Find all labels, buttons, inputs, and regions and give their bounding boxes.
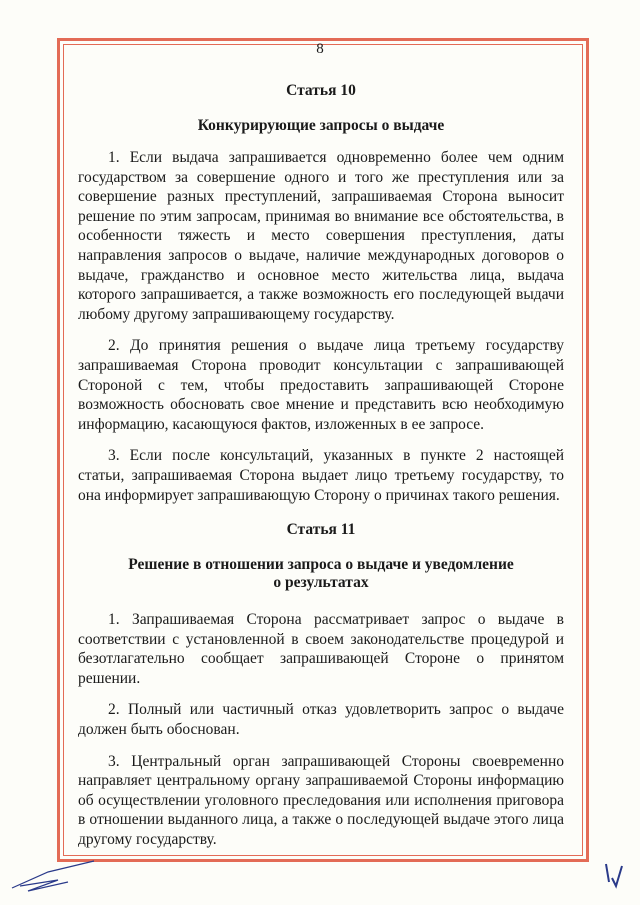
article-11-paragraph-3: 3. Центральный орган запрашивающей Стороны своевременно направляет центральному органу запрашиваемой Стороны информацию об осуществлении уголовного преследования или исполнения приговора в отношении выданного лица, а также о последующей выдаче этого лица другому государству. (78, 752, 564, 849)
article-11 (78, 521, 564, 850)
article-10-paragraph-1: 1. Если выдача запрашивается одновременно более чем одним государством за совершение одного и того же преступления или за совершение разных преступлений, запрашиваемая Сторона выносит решение по этим запросам, принимая во внимание все обстоятельства, в особенности тяжесть и место совершения преступления, даты направления запросов о выдаче, наличие международных договоров о выдаче, гражданство и основное место жительства лица, выдача которого запрашивается, а также возможность его последующей выдачи любому другому запрашивающему государству. (78, 149, 564, 323)
article-11-heading-line-1: Решение в отношении запроса о выдаче и уведомление (128, 556, 514, 574)
page-number: 8 (316, 41, 324, 57)
article-10-title: Статья 10 (286, 82, 356, 99)
article-11-paragraph-2: 2. Полный или частичный отказ удовлетворить запрос о выдаче должен быть обоснован. (78, 701, 564, 739)
document-body (78, 82, 564, 850)
signature-left (8, 858, 98, 894)
article-11-heading-line-2: о результатах (273, 574, 369, 592)
article-10 (78, 82, 564, 505)
signature-right (600, 858, 632, 894)
article-11-title: Статья 11 (286, 521, 356, 539)
article-11-paragraph-1: 1. Запрашиваемая Сторона рассматривает запрос о выдаче в соответствии с установленной в своем законодательстве процедурой и безотлагательно сообщает запрашивающей Стороне о принятом решении. (78, 611, 564, 687)
article-10-paragraph-2: 2. До принятия решения о выдаче лица третьему государству запрашиваемая Сторона проводит консультации с запрашивающей Стороной с тем, чтобы предоставить запрашивающей Стороне возможность обосновать свое мнение и представить всю необходимую информацию, касающуюся фактов, изложенных в ее запросе. (78, 337, 564, 433)
article-10-heading: Конкурирующие запросы о выдаче (197, 117, 445, 134)
article-10-paragraph-3: 3. Если после консультаций, указанных в пункте 2 настоящей статьи, запрашиваемая Сторона выдает лицо третьему государству, то она информирует запрашивающую Сторону о причинах такого решения. (78, 447, 564, 504)
